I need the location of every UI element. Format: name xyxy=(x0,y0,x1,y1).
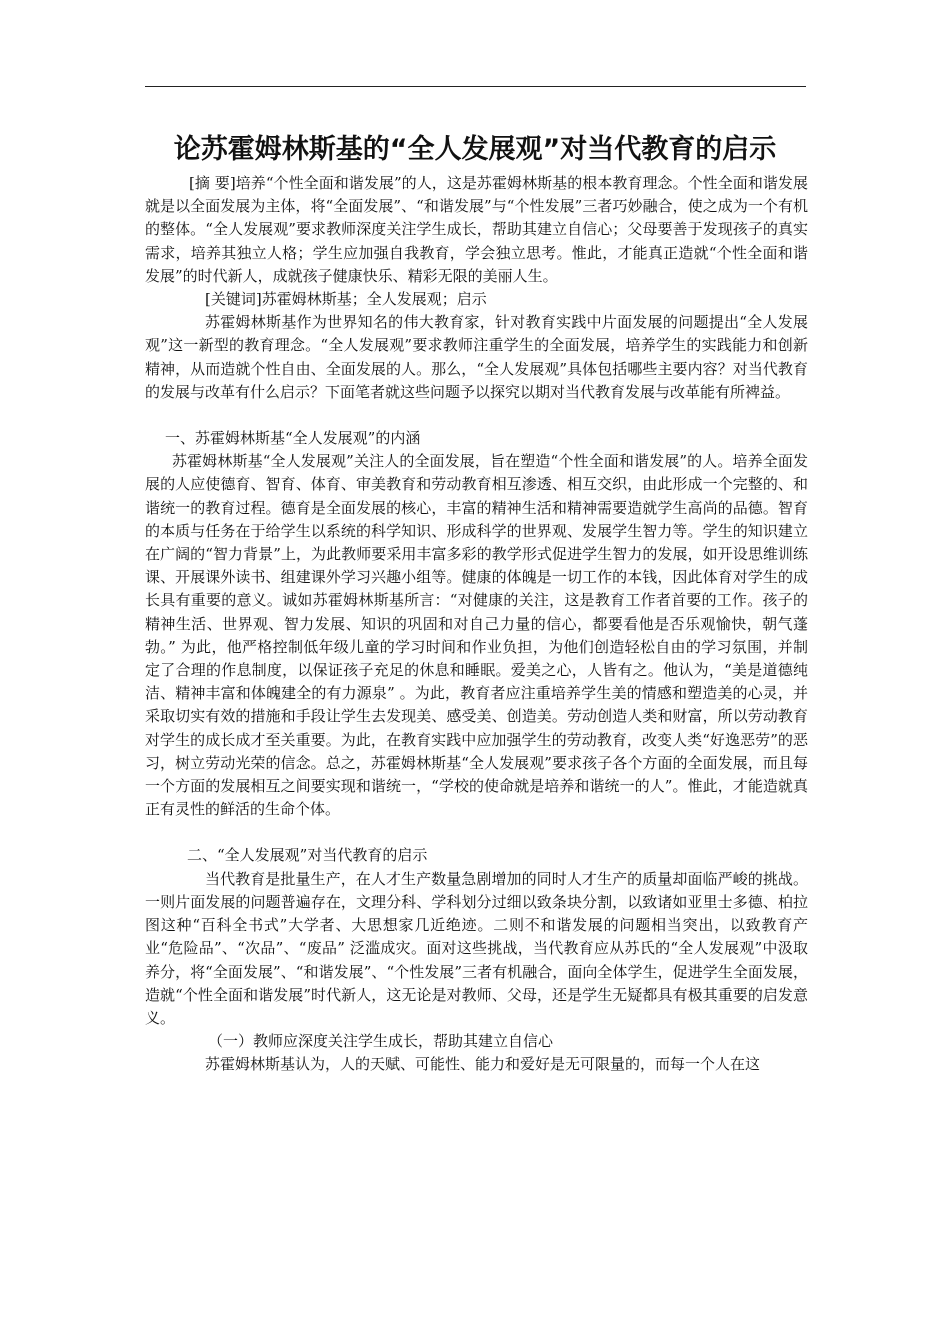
subsection-1-heading: （一）教师应深度关注学生成长，帮助其建立自信心 xyxy=(208,1032,554,1051)
section-1-body: 苏霍姆林斯基“全人发展观”关注人的全面发展，旨在塑造“个性全面和谐发展”的人。培养全面发展的人应使德育、智育、体育、审美教育和劳动教育相互渗透、相互交织，由此形成一个完整的、和谐统一的教育过程。德育是全面发展的核心，丰富的精神生活和精神需要造就学生高尚的品德。智育的本质与任务在于给学生以系统的科学知识、形成科学的世界观、发展学生智力等。学生的知识建立在广阔的“智力背景”上，为此教师要采用丰富多彩的教学形式促进学生智力的发展，如开设思维训练课、开展课外读书、组建课外学习兴趣小组等。健康的体魄是一切工作的本钱，因此体育对学生的成长具有重要的意义。诚如苏霍姆林斯基所言：“对健康的关注，这是教育工作者首要的工作。孩子的精神生活、世界观、智力发展、知识的巩固和对自己力量的信心，都要看他是否乐观愉快，朝气蓬勃。” 为此，他严格控制低年级儿童的学习时间和作业负担，为他们创造轻松自由的学习氛围，并制定了合理的作息制度，以保证孩子充足的休息和睡眠。爱美之心，人皆有之。他认为，“美是道德纯洁、精神丰富和体魄建全的有力源泉” 。为此，教育者应注重培养学生美的情感和塑造美的心灵，并采取切实有效的措施和手段让学生去发现美、感受美、创造美。劳动创造人类和财富，所以劳动教育对学生的成长成才至关重要。为此，在教育实践中应加强学生的劳动教育，改变人类“好逸恶劳”的恶习，树立劳动光荣的信念。总之，苏霍姆林斯基“全人发展观”要求孩子各个方面的全面发展，而且每一个方面的发展相互之间要实现和谐统一，“学校的使命就是培养和谐统一的人”。惟此，才能造就真正有灵性的鲜活的生命个体。 xyxy=(145,452,808,819)
abstract-paragraph: [摘 要]培养“个性全面和谐发展”的人，这是苏霍姆林斯基的根本教育理念。个性全面和谐发展就是以全面发展为主体，将“全面发展”、“和谐发展”与“个性发展”三者巧妙融合，使之成为一个有机的整体。“全人发展观”要求教师深度关注学生成长，帮助其建立自信心；父母要善于发现孩子的真实需求，培养其独立人格；学生应加强自我教育，学会独立思考。惟此，才能真正造就“个性全面和谐发展”的时代新人，成就孩子健康快乐、精彩无限的美丽人生。 xyxy=(145,174,808,285)
header-rule xyxy=(145,86,806,87)
section-1-heading: 一、苏霍姆林斯基“全人发展观”的内涵 xyxy=(165,429,421,448)
paper-body xyxy=(145,172,808,1077)
section-2-body: 当代教育是批量生产，在人才生产数量急剧增加的同时人才生产的质量却面临严峻的挑战。一则片面发展的问题普遍存在，文理分科、学科划分过细以致条块分割，以致诸如亚里士多德、柏拉图这种“百科全书式”大学者、大思想家几近绝迹。二则不和谐发展的问题相当突出，以致教育产业“危险品”、“次品”、“废品” 泛滥成灾。面对这些挑战，当代教育应从苏氏的“全人发展观”中汲取养分，将“全面发展”、“和谐发展”、“个性发展”三者有机融合，面向全体学生，促进学生全面发展，造就“个性全面和谐发展”时代新人，这无论是对教师、父母，还是学生无疑都具有极其重要的启发意义。 xyxy=(145,869,808,1027)
section-2-heading: 二、“全人发展观”对当代教育的启示 xyxy=(187,846,428,865)
blank-line xyxy=(145,821,808,844)
keywords-line: [关键词]苏霍姆林斯基；全人发展观；启示 xyxy=(205,290,487,309)
blank-line xyxy=(145,404,808,427)
intro-paragraph: 苏霍姆林斯基作为世界知名的伟大教育家，针对教育实践中片面发展的问题提出“全人发展观”这一新型的教育理念。“全人发展观”要求教师注重学生的全面发展，培养学生的实践能力和创新精神，从而造就个性自由、全面发展的人。那么，“全人发展观”具体包括哪些主要内容？对当代教育的发展与改革有什么启示？下面笔者就这些问题予以探究以期对当代教育发展与改革能有所裨益。 xyxy=(145,313,808,401)
paper-title: 论苏霍姆林斯基的“全人发展观”对当代教育的启示 xyxy=(173,134,777,165)
subsection-1-body: 苏霍姆林斯基认为，人的天赋、可能性、能力和爱好是无可限量的，而每一个人在这 xyxy=(205,1055,761,1074)
